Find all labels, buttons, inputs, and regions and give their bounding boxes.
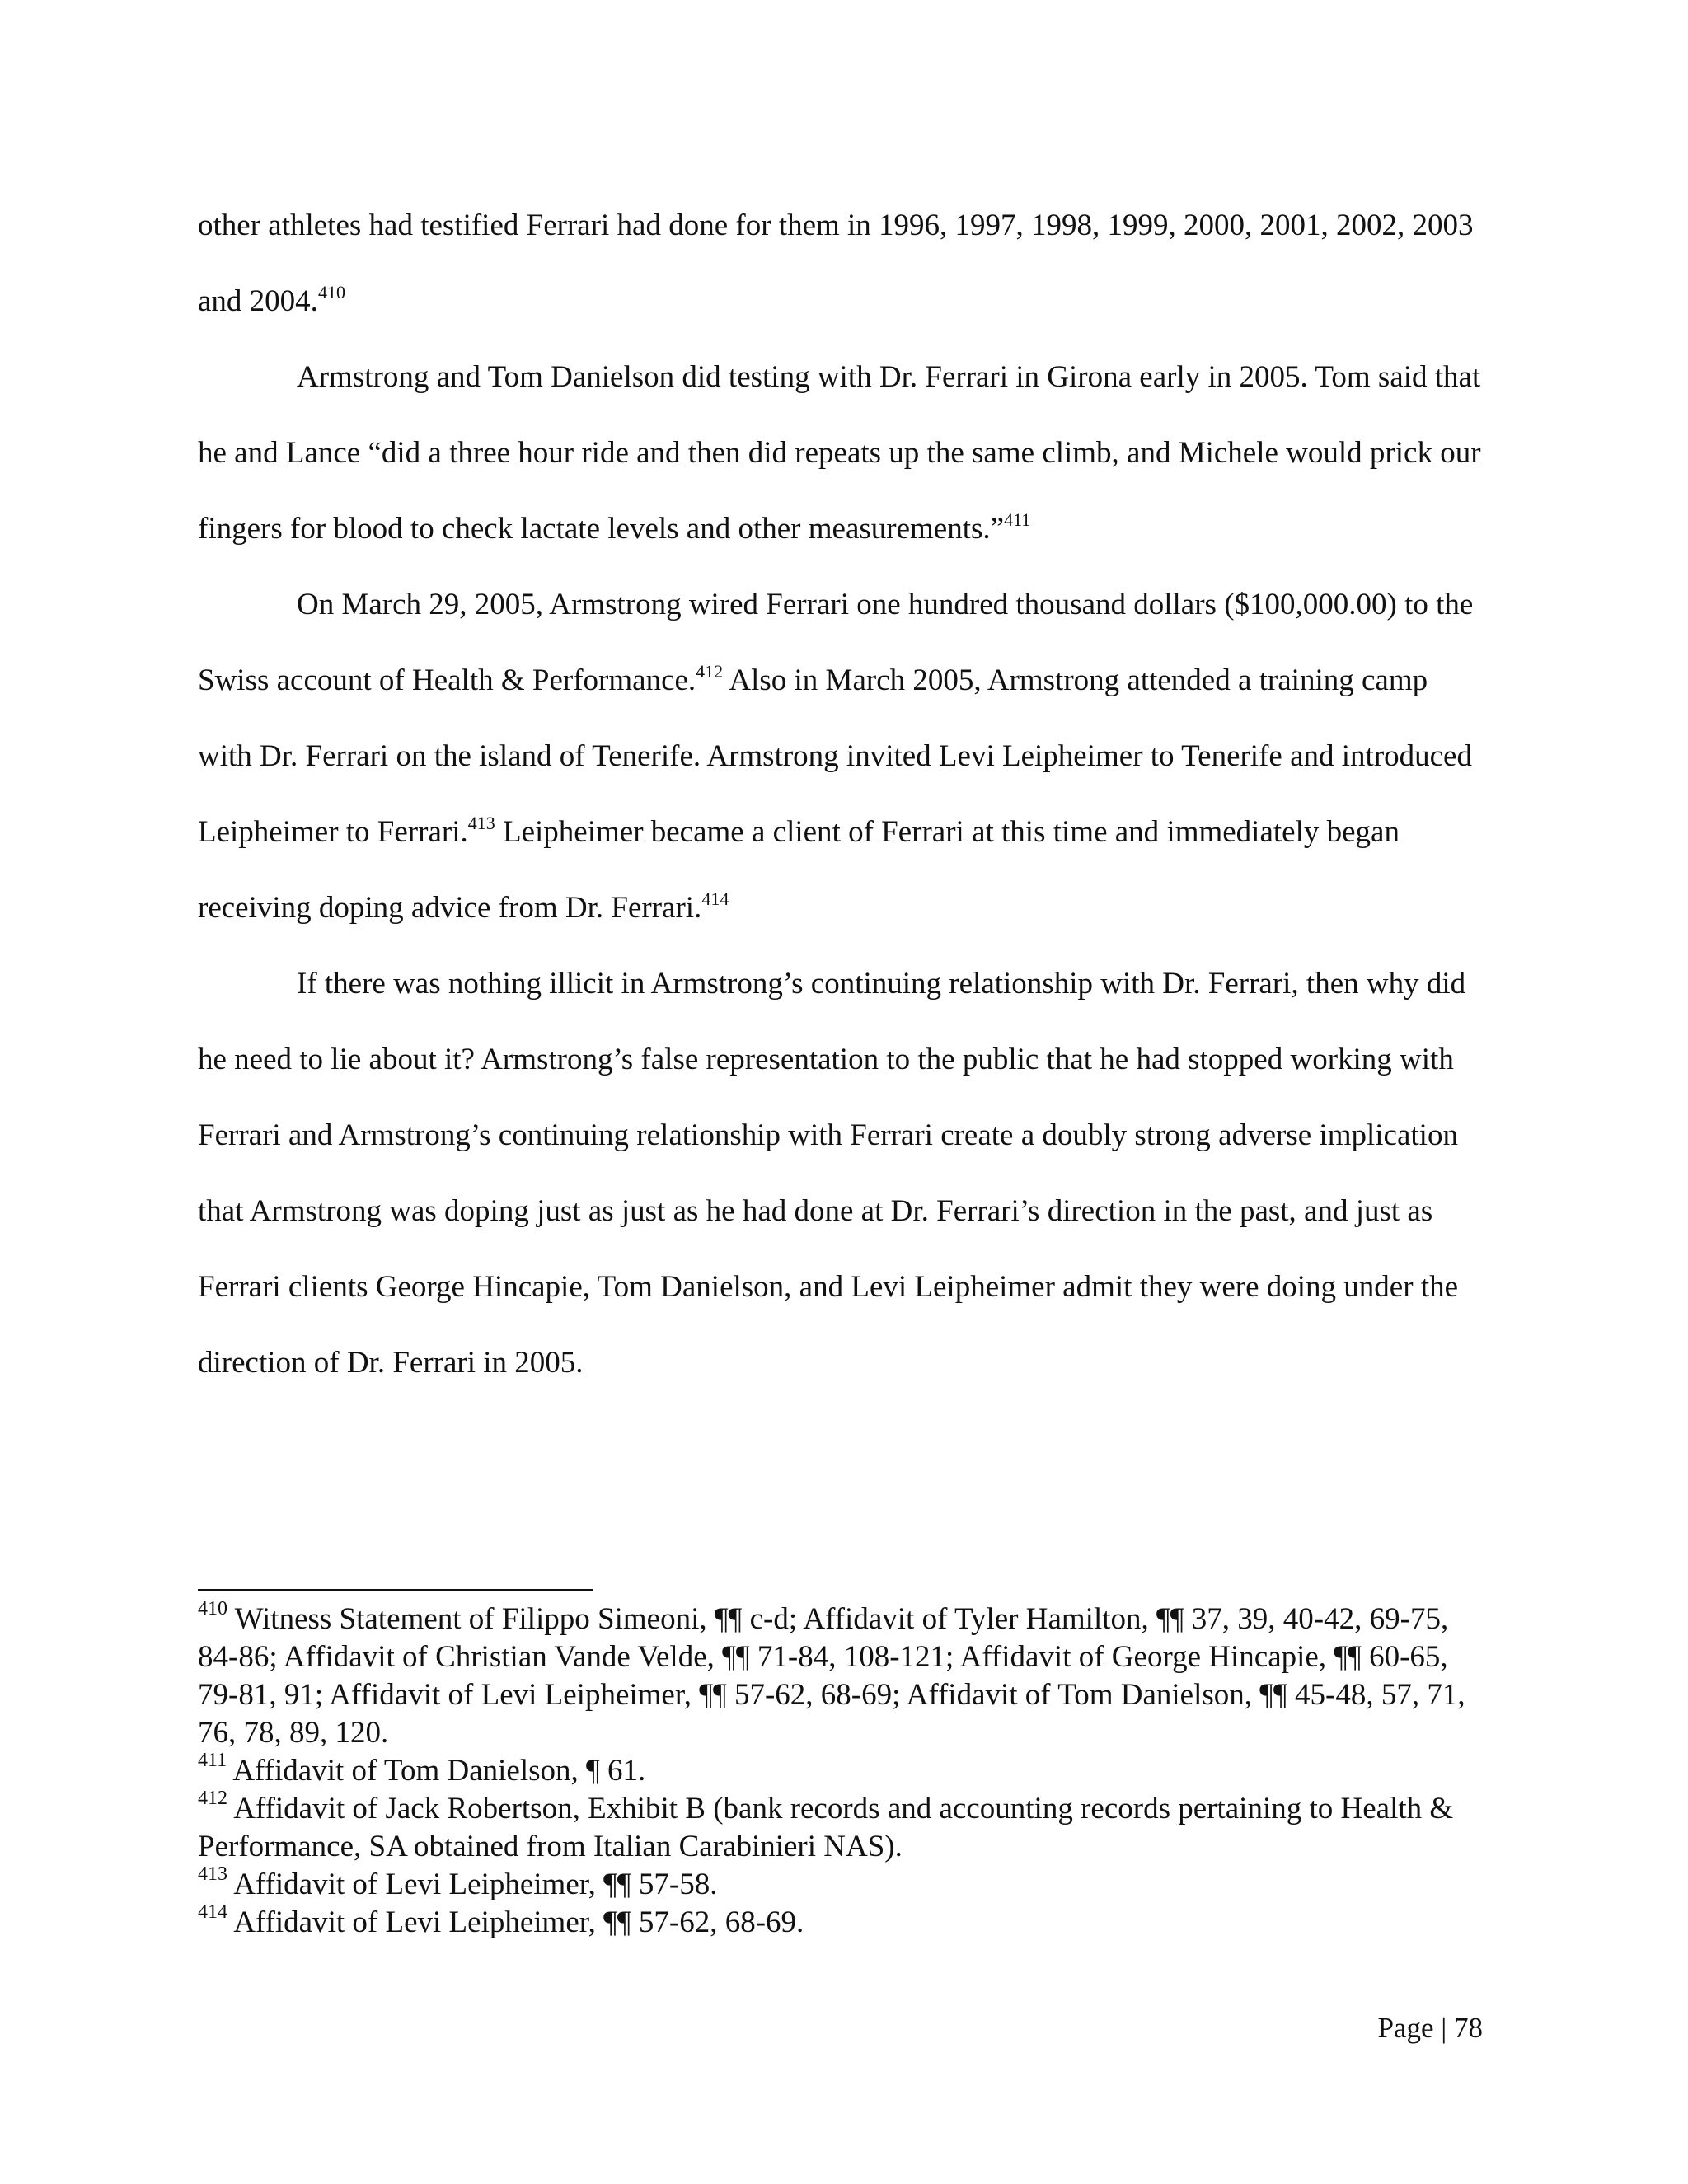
body-text <box>198 188 1484 1401</box>
footnote-text: Affidavit of Tom Danielson, ¶ 61. <box>227 1754 646 1788</box>
footnote-number: 410 <box>198 1597 227 1619</box>
footnote-ref-412[interactable]: 412 <box>696 660 724 682</box>
footnote-ref-411[interactable]: 411 <box>1004 509 1031 530</box>
footnote-412 <box>198 1787 1484 1866</box>
footnote-number: 412 <box>198 1787 227 1809</box>
footnote-text: Witness Statement of Filippo Simeoni, ¶¶ c-d; Affidavit of Tyler Hamilton, ¶¶ 37, 39, 40-42, 69-75, 84-86; Affidavit of Christian Vande Velde, ¶¶ 71-84, 108-121; Affidavit of George Hincapie, ¶¶ 60-65, 79-81, 91; Affidavit of Levi Leipheimer, ¶¶ 57-62, 68-69; Affidavit of Tom Danielson, ¶¶ 45-48, 57, 71, 76, 78, 89, 120. <box>198 1602 1465 1750</box>
paragraph-adverse-implication <box>198 946 1484 1401</box>
footnote-410 <box>198 1597 1484 1752</box>
footnote-text: Affidavit of Levi Leipheimer, ¶¶ 57-58. <box>227 1868 718 1901</box>
footnote-ref-414[interactable]: 414 <box>701 888 729 909</box>
footnote-411 <box>198 1749 1484 1790</box>
footnote-separator <box>198 1589 593 1591</box>
paragraph-text: On March 29, 2005, Armstrong wired Ferrari one hundred thousand dollars ($100,000.00) to the Swiss account of Health & Performance. <box>198 588 1474 697</box>
page-number: Page | 78 <box>1377 2012 1483 2044</box>
footnote-ref-410[interactable]: 410 <box>317 281 345 302</box>
footnote-number: 411 <box>198 1749 227 1771</box>
paragraph-text: Leipheimer became a client of Ferrari at this time and immediately began receiving doping advice from Dr. Ferrari. <box>198 815 1400 925</box>
footnotes <box>198 1597 1484 1942</box>
paragraph-danielson-testing <box>198 340 1484 567</box>
paragraph-text: other athletes had testified Ferrari had done for them in 1996, 1997, 1998, 1999, 2000, 2001, 2002, 2003 and 2004. <box>198 209 1474 318</box>
footnote-text: Affidavit of Levi Leipheimer, ¶¶ 57-62, 68-69. <box>227 1905 804 1939</box>
footnote-413 <box>198 1863 1484 1904</box>
footnote-ref-413[interactable]: 413 <box>467 812 495 833</box>
paragraph-continued <box>198 188 1484 340</box>
footnote-414 <box>198 1900 1484 1942</box>
footnote-number: 413 <box>198 1863 227 1885</box>
paragraph-wire-transfer <box>198 567 1484 946</box>
footnote-number: 414 <box>198 1900 227 1923</box>
footnote-text: Affidavit of Jack Robertson, Exhibit B (bank records and accounting records pertaining to Health & Performance, SA obtained from Italian Carabinieri NAS). <box>198 1792 1454 1863</box>
paragraph-text: If there was nothing illicit in Armstrong’s continuing relationship with Dr. Ferrari, then why did he need to lie about it? Armstrong’s false representation to the public that he had stopped working with Ferrari and Armstrong’s continuing relationship with Ferrari create a doubly strong adverse implication that Armstrong was doping just as just as he had done at Dr. Ferrari’s direction in the past, and just as Ferrari clients George Hincapie, Tom Danielson, and Levi Leipheimer admit they were doing under the direction of Dr. Ferrari in 2005. <box>198 967 1466 1380</box>
paragraph-text: Armstrong and Tom Danielson did testing with Dr. Ferrari in Girona early in 2005. Tom said that he and Lance “did a three hour ride and then did repeats up the same climb, and Michele would prick our fingers for blood to check lactate levels and other measurements.” <box>198 360 1481 546</box>
paragraph-text: Also in March 2005, Armstrong attended a training camp with Dr. Ferrari on the island of Tenerife. Armstrong invited Levi Leipheimer to Tenerife and introduced Leipheimer to Ferrari. <box>198 663 1472 849</box>
